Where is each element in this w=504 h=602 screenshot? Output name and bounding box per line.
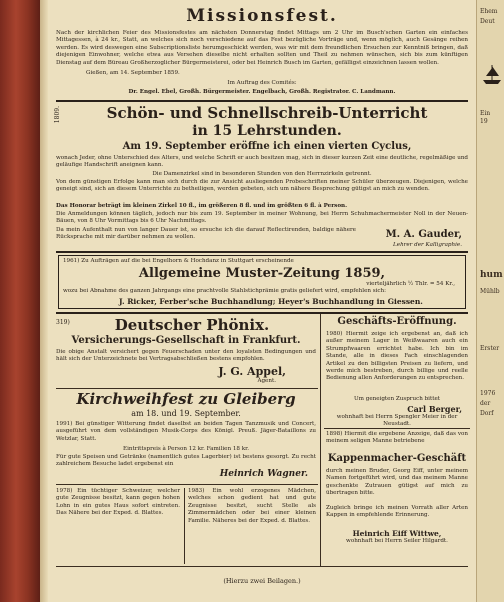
facing-text: Ehem	[480, 8, 498, 15]
geschaeft-signer: Carl Berger,	[407, 404, 462, 414]
divider	[324, 428, 470, 429]
geschaeft-number: 1980)	[326, 331, 343, 337]
phoenix-body: Die obige Anstalt versichert gegen Feuerschaden unter den loyalsten Bedingungen und hält sich der Unterzeichnete bei Vertragsabschließen bestens empfohlen.	[56, 349, 316, 363]
muster-title: Allgemeine Muster-Zeitung 1859,	[138, 266, 386, 281]
column-divider	[320, 314, 321, 566]
mission-committee-label: Im Auftrag des Comités:	[227, 80, 297, 86]
facing-text: Ein	[480, 110, 491, 117]
phoenix-signer-role: Agent.	[257, 378, 276, 384]
geschaeft-title: Geschäfts-Eröffnung.	[337, 316, 457, 327]
muster-body: wozu bei Abnahme des ganzen Jahrgangs eine prachtvolle Stahlstichprämie gratis geliefert wird, empfehlen sich:	[63, 288, 387, 294]
facing-text: Erster	[480, 345, 500, 352]
schreib-body-1: wonach Jeder, ohne Unterschied des Alters, und welche Schrift er auch besitzen mag, sich in dieser kurzen Zeit eine deutliche, regelmäßige und geläufige Handschrift aneignen kann.	[56, 155, 468, 169]
divider	[56, 484, 318, 485]
kirchweih-dates: am 18. und 19. September.	[131, 409, 241, 418]
divider	[56, 566, 468, 567]
mission-committee-names: Dr. Engel. Ebel, Großh. Bürgermeister. Engelbach, Großh. Registrator. C. Landmann.	[128, 89, 396, 95]
kirchweih-title: Kirchweihfest zu Gleiberg	[76, 390, 296, 408]
kappen-body-2: Zugleich bringe ich meinen Vorrath aller Arten Kappen in empfehlende Erinnerung.	[326, 505, 468, 519]
kirchweih-body-2: Für gute Speisen und Getränke (namentlich gutes Lagerbier) ist bestens gesorgt. Zu recht zahlreichem Besuche ladet ergebenst ein	[56, 454, 316, 468]
newspaper-page	[48, 0, 476, 602]
facing-text: Deut	[480, 18, 495, 25]
phoenix-subtitle: Versicherungs-Gesellschaft in Frankfurt.	[71, 335, 301, 346]
page-edges	[40, 0, 48, 602]
servant-ad	[56, 488, 180, 518]
muster-number: 1961)	[63, 258, 80, 264]
divider	[56, 312, 468, 314]
muster-price: vierteljährlich ½ Thlr. = 54 Kr.,	[366, 281, 455, 287]
muster-ad	[58, 255, 466, 309]
kappen-title: Kappenmacher-Geschäft	[327, 453, 467, 464]
schreib-number: 1809.	[54, 106, 61, 124]
muster-firms: J. Ricker, Ferber'sche Buchhandlung; Heyer's Buchhandlung in Giessen.	[119, 297, 423, 306]
bottom-left-number: 1978)	[56, 488, 73, 494]
kappen-signer-addr: wohnhaft bei Herrn Seiler Hilgardt.	[346, 538, 448, 544]
facing-text: der	[480, 400, 491, 407]
facing-text: Dorf	[480, 410, 494, 417]
book-spine	[0, 0, 40, 602]
schreib-subtitle: Am 19. September eröffne ich einen vierten Cyclus,	[122, 141, 412, 152]
divider	[56, 251, 468, 253]
schreib-body-3: Von dem günstigen Erfolge kann man sich durch die zur Ansicht ausliegenden Probeschriften meiner Schüler überzeugen. Diejenigen, welche geneigt sind, sich an diesem Unterrichte zu betheiligen, werden gebeten, sich um nähere Besprechung gütigst an mich zu wenden.	[56, 179, 468, 193]
schreib-body-2: Die Damenzirkel sind in besonderen Stunden von den Herrnzirkeln getrennt.	[152, 171, 372, 177]
schreib-fee: Das Honorar beträgt im kleinen Zirkel 10 fl., im größeren 8 fl. und im größten 6 fl. à Person.	[56, 203, 348, 209]
divider	[56, 388, 318, 389]
schreib-title-2: in 15 Lehrstunden.	[192, 123, 342, 139]
column-divider	[184, 488, 185, 564]
facing-text: Mühlb	[480, 288, 500, 295]
facing-text: 19	[480, 118, 488, 125]
ship-icon	[481, 62, 503, 86]
kirchweih-body: Bei günstiger Witterung findet daselbst an beiden Tagen Tanzmusik und Concert, ausgeführt von dem vollständigen Musik-Corps des Königl. Preuß. Jäger-Bataillons zu Wetzlar, Statt.	[56, 421, 316, 442]
kappen-body: durch meinen Bruder, Georg Eiff, unter meinem Namen fortgeführt wird, und das meinem Manne geschenkte Zutrauen gütigst auf mich zu übertragen bitte.	[326, 468, 468, 497]
facing-page-edge	[476, 0, 504, 602]
maid-ad	[188, 488, 316, 525]
schreib-title: Schön- und Schnellschreib-Unterricht	[106, 104, 428, 122]
schreib-body-5: Da mein Aufenthalt nun von langer Dauer ist, so ersuche ich die darauf Reflectirenden, baldige nähere Rücksprache mit mir darüber nehmen zu wollen.	[56, 227, 356, 241]
geschaeft-signer-addr: wohnhaft bei Herrn Spengler Meier in der Neustadt.	[336, 414, 458, 428]
schreib-signer: M. A. Gauder,	[385, 229, 462, 240]
mission-title: Missionsfest.	[186, 6, 338, 26]
kappen-number: 1898)	[326, 431, 343, 437]
kirchweih-signer: Heinrich Wagner.	[219, 469, 308, 479]
bottom-right-number: 1983)	[188, 488, 205, 494]
bottom-right-body: Ein wohl erzogenes Mädchen, welches schon gedient hat und gute Zeugnisse besitzt, sucht Stelle als Zimmermädchen oder bei einer kleinen Familie. Näheres bei der Exped. d. Blattes.	[188, 488, 317, 524]
divider	[56, 100, 468, 102]
facing-text: hum	[480, 270, 503, 280]
footer-note: (Hierzu zwei Beilagen.)	[223, 577, 301, 585]
phoenix-number: 319)	[56, 319, 70, 326]
bottom-left-body: Ein tüchtiger Schweizer, welcher gute Zeugnisse besitzt, kann gegen hohen Lohn in ein gutes Haus sofort eintreten. Das Nähere bei der Exped. d. Blattes.	[56, 488, 181, 517]
muster-intro: Zu Aufträgen auf die bei Engelhorn & Hochdanz in Stuttgart erscheinende	[81, 258, 294, 264]
geschaeft-body: Hiermit zeige ich ergebenst an, daß ich außer meinem Lager in Weißwaaren auch ein Strumpfwaaren errichtet habe. Ich bin im Stande, alle in dieses Fach einschlagenden Artikel zu den billigsten Preisen zu liefern, und werde mich bestreben, durch billige und reelle Bedienung allen Anforderungen zu entsprechen.	[326, 331, 468, 382]
kappen-intro: Hiermit die ergebene Anzeige, daß das von meinem seligen Manne betriebene	[326, 431, 468, 445]
phoenix-title: Deutscher Phönix.	[114, 316, 270, 334]
mission-body: Nach der kirchlichen Feier des Missionsfestes am nächsten Donnerstag findet Mittags um 2 Uhr im Busch'schen Garten ein einfaches Mittagessen, à 24 kr., Statt, an welches sich noch verschiedene auf das Fest bezügliche Vorträge und, wenn möglich, auch Gesänge reihen werden. Es wird deswegen eine Subscriptionsliste herumgeschickt werden, was wir mit dem freundlichen Ersuchen zur Kenntniß bringen, daß diejenigen Einwohner, welche etwa aus Versehen dieselbe nicht erhalten sollten und Theil zu nehmen wünschen, sich bis zum künftigen Dienstag auf dem Büreau Großherzoglicher Bürgermeisterei, oder bei Heinrich Busch im Garten, gefälligst einzeichnen lassen wollen.	[56, 30, 468, 66]
kappen-signer: Heinrich Eiff Wittwe,	[352, 529, 442, 538]
kirchweih-entry: Eintrittspreis à Person 12 kr. Familien 18 kr.	[122, 446, 249, 452]
schreib-body-4: Die Anmeldungen können täglich, jedoch nur bis zum 19. September in meiner Wohnung, bei Herrn Schuhmachermeister Noll in der Neuen-Bäuen, von 8 Uhr Vormittags bis 6 Uhr Nachmittags.	[56, 211, 468, 225]
schreib-signer-role: Lehrer der Kalligraphie.	[393, 242, 462, 248]
mission-dateline: Gießen, am 14. September 1859.	[86, 70, 180, 76]
geschaeft-body-2: Um geneigten Zuspruch bittet	[353, 396, 441, 402]
facing-text: 1976	[480, 390, 496, 397]
phoenix-signer: J. G. Appel,	[218, 365, 286, 378]
kirchweih-number: 1991)	[56, 421, 73, 427]
